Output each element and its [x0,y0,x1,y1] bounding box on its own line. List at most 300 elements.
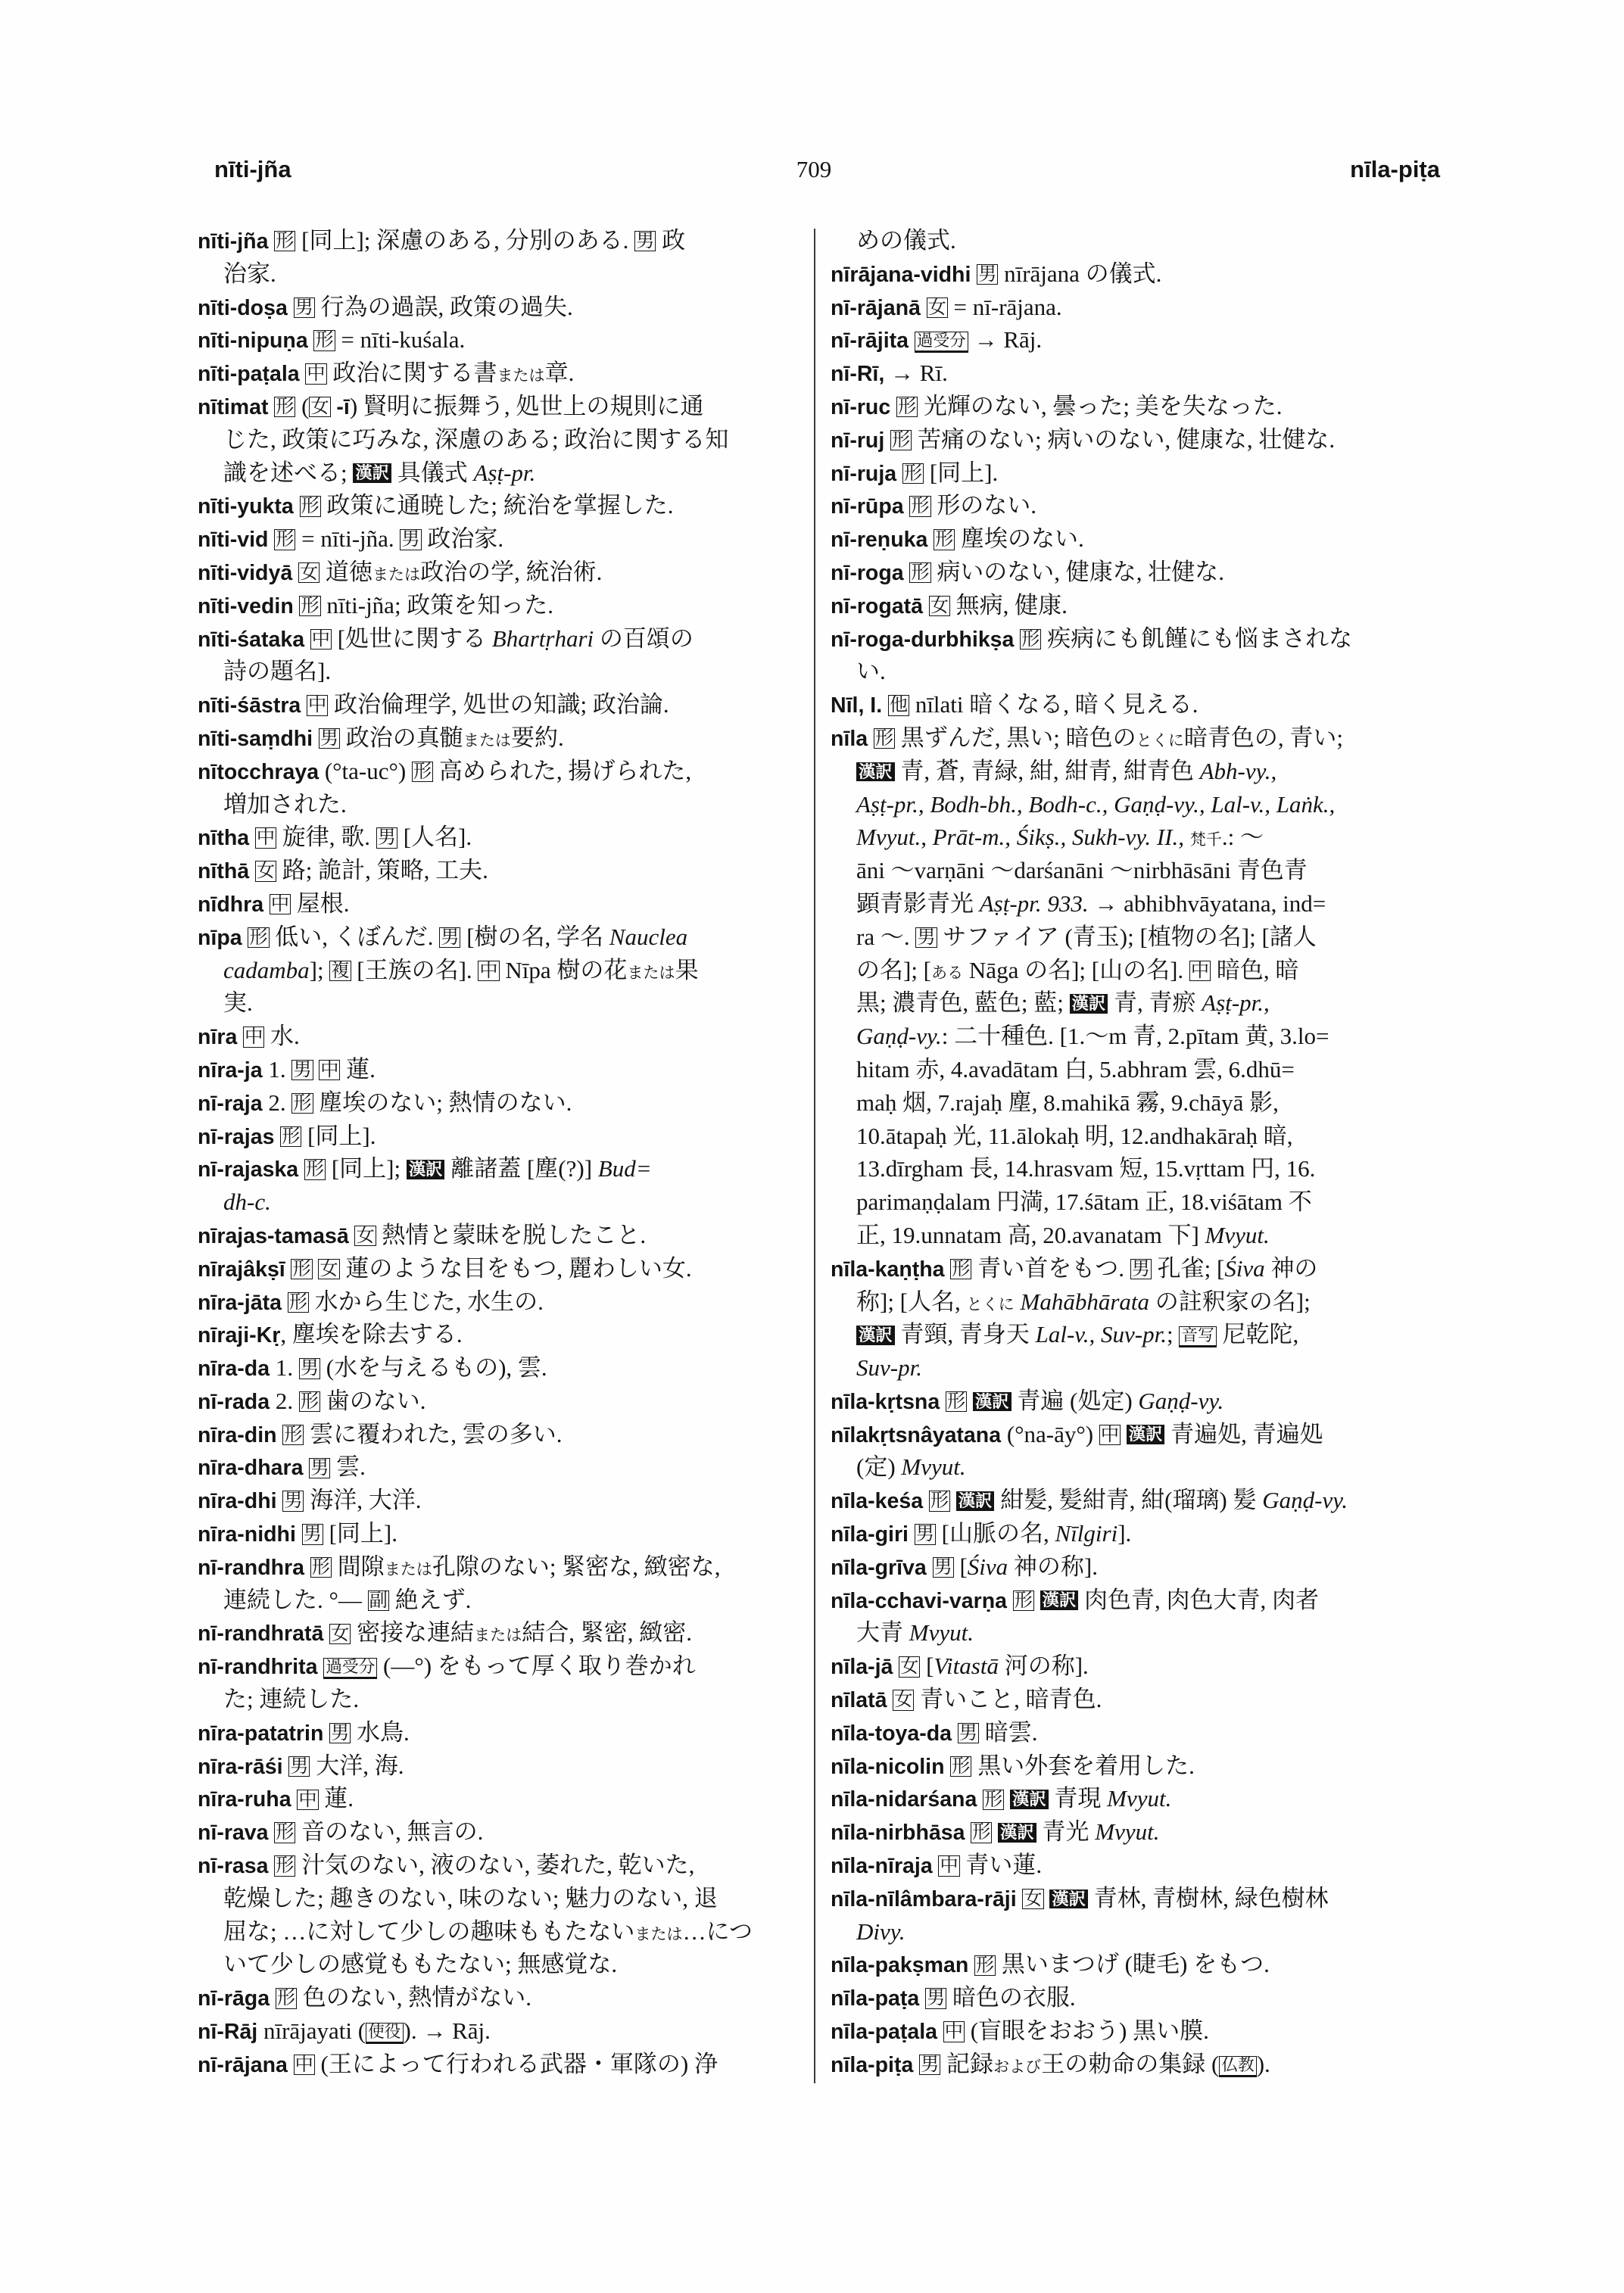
part-of-speech-label: 女 [356,1225,375,1246]
definition-text [1121,1421,1127,1447]
definition-text: [ [953,1553,968,1580]
headword: nīla-nicolin [831,1754,945,1779]
definition-text: 結合, 緊密, 緻密. [522,1619,693,1647]
line-content [198,291,573,326]
line-content [198,1318,463,1353]
definition-text [896,460,902,486]
definition-text: 紺髪, 髪紺青, 紺(瑠璃) 髪 [994,1487,1263,1514]
definition-text: [樹の名, 学名 [460,923,609,950]
line-content [856,1318,1298,1351]
headword: Nīl, I. [831,693,883,718]
headword: nīra-ja [198,1058,263,1083]
definition-text: 称]; [人名, [856,1288,967,1315]
definition-text [291,1785,298,1812]
definition-text: → Rāj. [968,326,1043,354]
definition-text [992,1818,998,1845]
definition-text [304,625,310,652]
part-of-speech-label: 男 [401,529,420,550]
definition-text [952,1719,958,1746]
definition-text [882,691,888,718]
definition-text: ; [1166,1321,1180,1348]
line-content [198,821,472,855]
definition-text [288,294,294,320]
entry-line [198,1815,800,1849]
italic-text: Śiva [1224,1254,1265,1282]
definition-text: [処世に関する [331,625,492,652]
definition-text [323,1619,329,1646]
definition-text [945,1255,951,1282]
continuation-line [198,456,800,490]
continuation-line [831,1020,1436,1053]
chinese-translation-label: 漢訳 [973,1392,1011,1412]
italic-text: Bhartṛhari [491,625,594,652]
definition-text: 要約. [511,724,564,751]
entry-line [198,1550,800,1584]
line-content [198,556,602,592]
line-content [198,1418,562,1453]
italic-text: Aṣṭ-pr., Bodh-bh., Bodh-c., Gaṇḍ-vy., Lal-v., Laṅk., [856,790,1336,818]
continuation-line [198,1915,800,1949]
definition-text [884,426,890,453]
italic-text: Mahābhārata [1020,1288,1149,1315]
definition-text: 政治家. [421,525,504,553]
headword: nīra-ruha [198,1787,291,1812]
definition-text: い. [856,658,886,685]
definition-text: 尼乾陀, [1216,1321,1299,1348]
entry-line [831,257,1436,291]
definition-text: 塵埃のない. [955,525,1084,553]
line-content [856,1219,1270,1252]
headword: nī-Rāj [198,2020,258,2045]
definition-text: Nāga の名]; [山の名]. [963,956,1189,983]
entry-line [831,357,1436,390]
line-content [198,1815,483,1850]
definition-text [277,1421,283,1447]
definition-text: 王の勅命の集録 ( [1041,2050,1220,2077]
part-of-speech-label: 男 [927,1988,946,2009]
headword: nī-ruj [831,428,885,453]
definition-text: 黒ずんだ, 黒い; 暗色の [895,724,1136,751]
definition-text: 識を述べる; [223,459,354,486]
entry-line [831,622,1436,656]
headword: nīti-vedin [198,594,294,618]
entry-line [831,688,1436,721]
continuation-line [831,655,1436,688]
italic-text: Bud= [597,1155,652,1182]
chinese-translation-label: 漢訳 [856,762,895,782]
entry-line [831,489,1436,522]
line-content [856,854,1308,887]
line-content [223,1882,718,1915]
definition-text: 政 [656,227,686,254]
definition-text [904,559,910,585]
definition-text [913,2051,919,2077]
part-of-speech-label: 形 [952,1756,971,1777]
definition-text: [同上]. [323,1520,397,1547]
definition-text [303,1453,309,1480]
headword: nī-rājanā [831,295,921,320]
line-content [856,1351,922,1385]
headword: nīra-rāśi [198,1754,283,1779]
definition-text: 黒; 濃青色, 藍色; 藍; [856,989,1070,1017]
definition-text [965,1818,971,1845]
line-content [198,1351,547,1386]
part-of-speech-label: 男 [636,231,655,252]
headword: nīla-toya-da [831,1721,952,1746]
definition-text: 青遍処, 青遍処 [1164,1420,1323,1447]
part-of-speech-label: 形 [249,927,268,948]
italic-text: Mvyut. [1095,1818,1160,1846]
definition-text: 絶えず. [388,1586,472,1613]
definition-text: nīrājayati ( [257,2017,366,2045]
part-of-speech-label: 複 [331,960,350,981]
italic-text: Gaṇḍ-vy. [1138,1387,1224,1414]
entry-line [831,1385,1436,1418]
entry-line [198,1517,800,1550]
definition-text: 政治の真髄 [340,724,463,751]
definition-text [300,360,306,386]
line-content [831,489,1036,524]
definition-text: 政治倫理学, 処世の知識; 政治論. [328,691,669,718]
italic-text: dh-c. [223,1189,271,1216]
line-content [831,622,1352,657]
part-of-speech-label: 男 [284,1491,303,1512]
part-of-speech-label: 形 [300,1391,319,1412]
headword: nīla-grīva [831,1555,927,1580]
entry-line [831,1484,1436,1517]
definition-text: 政治の学, 統治術. [420,558,603,585]
definition-text: ). [1256,2050,1270,2077]
part-of-speech-label: 中 [256,827,276,849]
line-content [856,1086,1279,1120]
part-of-speech-label: 男 [978,263,997,285]
part-of-speech-label: 形 [911,562,930,584]
part-of-speech-label: 形 [292,1258,311,1279]
definition-text: = nīti-jña. [295,525,401,553]
line-content [198,854,488,889]
part-of-speech-label: 女 [930,595,949,616]
definition-text: ]; [309,956,330,983]
line-content [856,788,1335,821]
part-of-speech-label: 男 [1131,1258,1150,1279]
headword: nī-rāga [198,1986,270,2011]
definition-text: 暗雲. [978,1718,1038,1746]
definition-text [927,1553,933,1580]
entry-line [198,1749,800,1783]
italic-text: Vitastā [934,1653,999,1680]
part-of-speech-label: 形 [301,496,320,517]
entry-line [831,721,1436,755]
definition-text [274,1123,280,1149]
headword: nī-rājita [831,329,909,354]
definition-text: めの儀式. [856,227,956,254]
italic-text: Abh-vy., [1199,757,1277,784]
definition-text: 2. [270,1387,299,1414]
part-of-speech-label: 中 [940,1855,959,1877]
part-of-speech-label: 中 [295,2054,313,2075]
definition-text: 屈な; …に対して少しの趣味ももたない [223,1918,635,1945]
headword: nīla-piṭa [831,2052,914,2077]
definition-text: の名]; [ [856,956,932,983]
continuation-line [198,1185,800,1219]
headword: nīla-nidarśana [831,1787,977,1812]
line-content [856,655,886,688]
headword: nīra-jāta [198,1290,282,1315]
continuation-line [831,1318,1436,1351]
definition-text: 雲. [330,1453,366,1481]
definition-text: Nīpa 樹の花 [499,956,628,983]
line-content [198,1616,692,1653]
line-content [856,1450,966,1484]
line-content [856,1185,1312,1219]
line-content [831,423,1335,458]
chinese-translation-label: 漢訳 [1049,1890,1088,1909]
entry-line [198,1484,800,1517]
entry-line [831,1418,1436,1451]
definition-text: 2. [262,1089,292,1116]
headword: nī-ruja [831,461,897,486]
definition-text [868,724,874,751]
definition-text [268,525,274,552]
entry-line [831,1749,1436,1783]
definition-text [268,227,274,254]
continuation-line [198,423,800,456]
small-text: または [627,963,675,982]
headword: nīti-paṭala [198,362,300,387]
bold-text: -ī [336,394,350,419]
definition-text: 青, 青瘀 [1108,989,1202,1017]
entry-line [831,1517,1436,1550]
definition-text: parimaṇḍalam 円満, 17.śātam 正, 18.viśātam 不 [856,1189,1312,1216]
italic-text: Mvyut. [901,1453,966,1481]
line-content [831,1650,1089,1684]
continuation-line [198,788,800,821]
headword: nīra-dhara [198,1456,304,1481]
definition-text [269,1818,275,1845]
headword: nī-randhratā [198,1622,324,1647]
part-of-speech-label: 男 [921,2054,940,2075]
definition-text [1017,1885,1023,1911]
definition-text [249,857,255,883]
definition-text: 治家. [223,260,276,287]
definition-text: .: ～ [1221,824,1264,851]
continuation-line [831,1616,1436,1650]
definition-text: 果 [675,956,699,983]
entry-line [198,1120,800,1153]
line-content [198,1716,410,1751]
definition-text: 正, 19.unnatam 高, 20.avanatam 下] [856,1221,1205,1248]
line-content [198,1517,397,1552]
definition-text: 無病, 健康. [949,591,1068,618]
continuation-line [198,1683,800,1716]
entry-line [198,2048,800,2081]
headword: nī-randhra [198,1555,305,1580]
line-content [198,1120,376,1154]
part-of-speech-label: 中 [270,894,290,915]
definition-text [909,1520,915,1547]
definition-text: 色のない, 熱情がない. [297,1984,531,2011]
definition-text [282,1288,288,1315]
headword: nī-rogatā [831,594,923,618]
small-text: とくに [966,1294,1015,1313]
entry-line [831,291,1436,324]
headword: nīti-nipuṇa [198,329,308,354]
part-of-speech-label: 形 [293,1092,312,1114]
chinese-translation-label: 漢訳 [856,1326,895,1345]
definition-text [1034,1587,1040,1613]
line-content [831,522,1084,557]
entry-line [198,1053,800,1086]
definition-text: 行為の過誤, 政策の過失. [314,293,573,320]
grammar-label: 仏教 [1219,2056,1256,2077]
part-of-speech-label: 形 [282,1126,301,1147]
definition-text [237,1023,243,1049]
definition-text [301,691,307,718]
headword: nīti-jña [198,229,269,254]
part-of-speech-label: 形 [276,529,295,550]
line-content [223,456,535,490]
line-content [831,721,1343,758]
line-content [198,1385,426,1419]
definition-text: (盲眼をおおう) 黒い膜. [964,2017,1209,2045]
entry-line [198,921,800,954]
definition-text: nīlati 暗くなる, 暗く見える. [909,691,1199,718]
definition-text: 青, 蒼, 青緑, 紺, 紺青, 紺青色 [894,757,1200,784]
headword: nī-Rī, [831,362,885,387]
continuation-line [831,1086,1436,1120]
definition-text [977,1785,983,1812]
definition-text: 蓮のような目をもつ, 麗わしい女. [339,1254,692,1282]
part-of-speech-label: 中 [1190,960,1210,981]
headword: nīla-paṭala [831,2020,938,2045]
italic-text: Divy. [856,1918,906,1945]
line-content [831,1782,1171,1817]
entry-line [831,1948,1436,1981]
definition-text: の百頌の [594,625,694,652]
definition-text: 雲に覆われた, 雲の多い. [304,1420,563,1447]
chinese-translation-label: 漢訳 [1040,1590,1079,1610]
headword: nīti-vid [198,528,269,553]
part-of-speech-label: 男 [441,927,460,948]
definition-text [313,1056,320,1083]
line-content [831,1849,1042,1883]
definition-text: 詩の題名]. [223,658,332,685]
definition-text: [同上]; 深慮のある, 分別のある. [295,227,635,254]
line-content [831,1418,1323,1453]
part-of-speech-label: 女 [894,1690,913,1711]
line-content [223,1915,753,1952]
continuation-line [831,1219,1436,1252]
definition-text [1184,824,1190,850]
definition-text: 音のない, 無言の. [295,1818,484,1846]
definition-text: 黒いまつげ (睫毛) をもつ. [996,1951,1270,1978]
italic-text: Mvyut., Prāt-m., Śikṣ., Sukh-vy. II., [856,824,1185,851]
line-content [198,390,703,425]
headword: nī-raja [198,1091,263,1116]
definition-text: …につ [682,1918,753,1945]
line-content [856,986,1270,1020]
entry-line [831,1584,1436,1617]
italic-text: Nauclea [609,923,688,950]
definition-text: 屋根. [291,889,350,917]
definition-text [971,260,977,287]
continuation-line [198,986,800,1020]
line-content [198,357,574,393]
definition-text [923,592,929,618]
headword: nītimat [198,394,269,419]
page-number: 709 [796,156,832,182]
entry-line [198,1716,800,1749]
definition-text [349,1222,355,1248]
small-text: とくに [1136,731,1184,749]
headword: nī-rasa [198,1854,269,1879]
definition-text: : 二十種色. [1.～m 青, 2.pītam 黄, 3.lo= [941,1023,1329,1050]
part-of-speech-label: 形 [903,463,923,484]
definition-text: [山脈の名, [935,1520,1055,1547]
line-content [198,489,674,524]
definition-text: の註釈家の名]; [1149,1288,1311,1315]
definition-text: 旋律, 歌. [276,824,376,851]
line-content [198,2048,718,2083]
part-of-speech-label: 女 [299,562,319,584]
headword: nīla-jā [831,1655,893,1680]
italic-text: Lal-v., Suv-pr. [1035,1321,1167,1348]
italic-text: Śiva [967,1553,1008,1580]
line-content [198,1252,692,1287]
entry-line [831,323,1436,357]
grammar-label: 過受分 [323,1658,377,1679]
line-content [198,2014,491,2049]
line-content [223,788,347,821]
small-text: ある [931,963,964,982]
headword: nīla-kaṇṭha [831,1257,945,1282]
part-of-speech-label: 男 [293,1060,312,1080]
entry-line [831,589,1436,622]
line-content [856,821,1264,857]
headword: nīra-din [198,1422,277,1447]
entry-line [831,1981,1436,2014]
grammar-label: 過受分 [915,332,968,353]
part-of-speech-label: 男 [377,827,396,849]
entry-line [831,1882,1436,1915]
headword: nīra-nidhi [198,1522,296,1547]
entry-line [198,887,800,921]
definition-text [277,1487,283,1513]
definition-text [313,724,319,751]
part-of-speech-label: 形 [946,1391,966,1412]
definition-text: 政治に関する書 [326,360,497,387]
definition-text: ). → Rāj. [403,2017,491,2045]
part-of-speech-label: 男 [295,297,313,318]
part-of-speech-label: 形 [284,1424,303,1445]
line-content [198,755,691,790]
definition-text: 高められた, 揚げられた, [433,757,692,784]
continuation-line [198,954,800,987]
part-of-speech-label: 形 [311,1556,330,1578]
part-of-speech-label: 男 [310,1457,329,1478]
part-of-speech-label: 男 [320,728,339,749]
part-of-speech-label: 形 [952,1258,971,1279]
definition-text [294,492,300,519]
definition-text [1015,1288,1021,1315]
definition-text: 章. [544,360,575,387]
headword: nīthā [198,859,250,884]
definition-text: 連続した. °— [223,1586,368,1613]
chinese-translation-label: 漢訳 [1010,1790,1049,1809]
headword: nī-rava [198,1821,269,1846]
definition-text: 13.dīrgham 長, 14.hrasvam 短, 15.vṛttam 円, 16. [856,1155,1316,1182]
continuation-line [831,1185,1436,1219]
